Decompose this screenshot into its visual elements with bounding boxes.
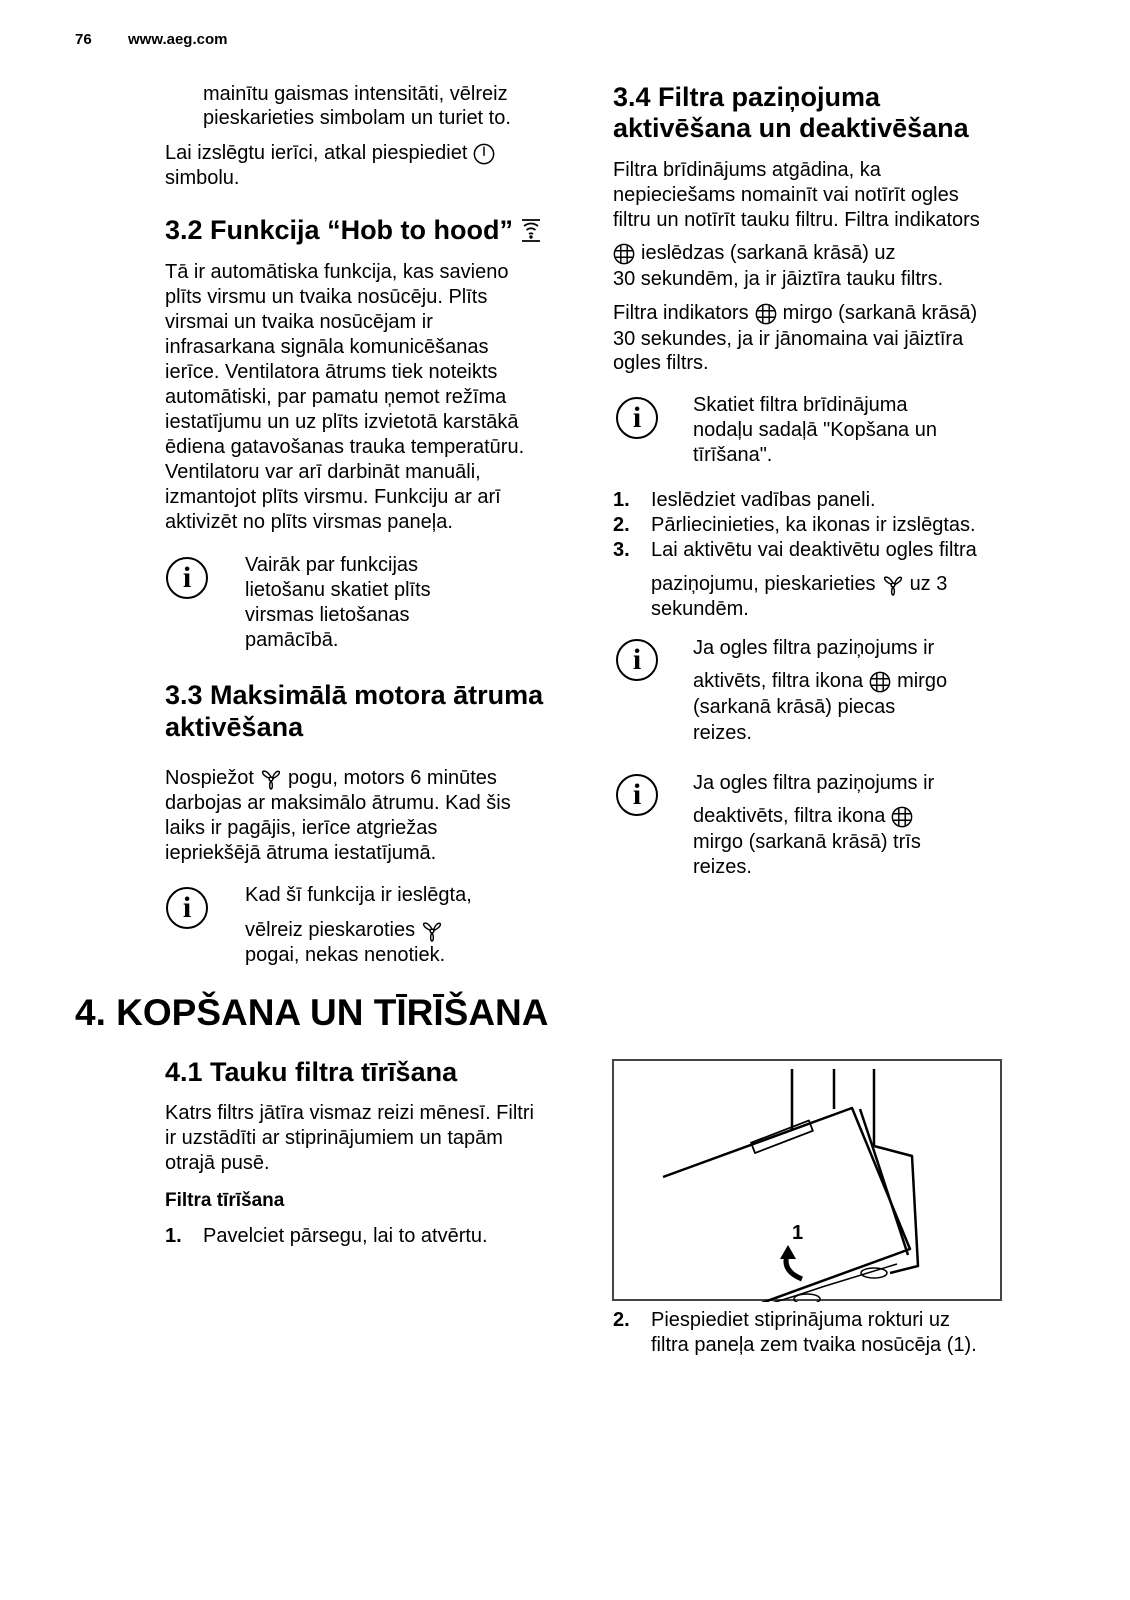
text: paziņojumu, pieskarieties [651,573,876,595]
text-line: darbojas ar maksimālo ātrumu. Kad šis [165,792,511,814]
text-line: mainītu gaismas intensitāti, vēlreiz [203,83,508,105]
step-number: 2. [613,1309,630,1331]
text-line: reizes. [693,722,752,744]
info-icon: i [166,557,208,599]
step-text: Lai aktivētu vai deaktivētu ogles filtra [651,539,977,561]
power-icon [473,143,495,165]
text-line: (sarkanā krāsā) piecas [693,696,896,718]
text-line: reizes. [693,856,752,878]
step-text: sekundēm. [651,598,749,620]
text-line: ierīce. Ventilatora ātrums tiek noteikts [165,361,498,383]
text: uz 3 [909,573,948,595]
fan-icon [421,920,443,942]
text-line [245,918,443,943]
text: deaktivēts, filtra ikona [693,805,886,827]
text-line: plīts virsmu un tvaika nosūcēju. Plīts [165,286,488,308]
text-line: pieskarieties simbolam un turiet to. [203,107,511,129]
figure-label: 1 [792,1222,804,1244]
text-line: automātiski, par pamatu ņemot režīma [165,386,507,408]
filter-grid-icon [613,243,635,265]
text-line: 30 sekundēm, ja ir jāiztīra tauku filtrs. [613,268,944,290]
text-line: pamācībā. [245,629,339,651]
text-line: aktivizēt no plīts virsmas paneļa. [165,511,453,533]
step-text [651,572,947,597]
text-line: iepriekšējā ātruma iestatījumā. [165,842,437,864]
text-line: mirgo (sarkanā krāsā) trīs [693,831,921,853]
text-line: virsmai un tvaika nosūcējam ir [165,311,433,333]
text: Lai izslēgtu ierīci, atkal piespiediet [165,142,468,164]
info-icon: i [616,774,658,816]
step-text: Ieslēdziet vadības paneli. [651,489,876,511]
text-line: Filtra brīdinājums atgādina, ka [613,159,881,181]
text-line: Ja ogles filtra paziņojums ir [693,637,935,659]
text-line: nepieciešams nomainīt vai notīrīt ogles [613,184,959,206]
step-text: Pārliecinieties, ka ikonas ir izslēgtas. [651,514,976,536]
text-line: iestatījumu un uz plīts izvietotā karstākā [165,411,519,433]
text-line: tīrīšana". [693,444,773,466]
text-line: lietošanu skatiet plīts [245,579,431,601]
info-icon: i [616,639,658,681]
info-icon: i [166,887,208,929]
hob-to-hood-icon [519,217,543,243]
text-line: filtru un notīrīt tauku filtru. Filtra indikators [613,209,980,231]
heading-text: 3.2 Funkcija “Hob to hood” [165,215,514,245]
section-heading-4-1: 4.1 Tauku filtra tīrīšana [165,1057,458,1087]
text: Nospiežot [165,767,254,789]
filter-grid-icon [755,303,777,325]
filter-grid-icon [891,806,913,828]
step-number: 2. [613,514,630,536]
chapter-heading: 4. KOPŠANA UN TĪRĪŠANA [75,992,549,1033]
fan-icon [882,574,904,596]
text-line [165,766,497,791]
section-heading-3-4-cont: aktivēšana un deaktivēšana [613,113,969,143]
text-line: Ventilatoru var arī darbināt manuāli, [165,461,481,483]
section-heading-3-3: 3.3 Maksimālā motora ātruma [165,680,544,710]
text-line [693,804,913,829]
text: pogu, motors 6 minūtes [287,767,497,789]
section-heading-3-2 [165,214,543,246]
section-heading-3-3-cont: aktivēšana [165,712,304,742]
text-line: Vairāk par funkcijas [245,554,419,576]
step-number: 1. [165,1225,182,1247]
step-text: filtra paneļa zem tvaika nosūcēja (1). [651,1334,977,1356]
text-line: laiks ir pagājis, ierīce atgriežas [165,817,438,839]
text-line: 30 sekundes, ja ir jānomaina vai jāiztīra [613,328,964,350]
text: Filtra indikators [613,302,749,324]
text-line: virsmas lietošanas [245,604,410,626]
site-url: www.aeg.com [128,31,228,48]
text-line: infrasarkana signāla komunicēšanas [165,336,489,358]
text: vēlreiz pieskaroties [245,919,416,941]
fan-icon [260,768,282,790]
page-number: 76 [75,31,92,48]
text-line [613,241,896,266]
text-line [165,141,495,166]
text-line: simbolu. [165,167,240,189]
subheading: Filtra tīrīšana [165,1190,285,1211]
text-line: Ja ogles filtra paziņojums ir [693,772,935,794]
step-text: Pavelciet pārsegu, lai to atvērtu. [203,1225,488,1247]
text-line: Katrs filtrs jātīra vismaz reizi mēnesī. Filtri [165,1102,534,1124]
text: ieslēdzas (sarkanā krāsā) uz [641,242,896,264]
text: mirgo [897,670,948,692]
hood-filter-illustration [612,1059,1003,1302]
step-number: 1. [613,489,630,511]
text-line: otrajā pusē. [165,1152,270,1174]
text-line [693,669,947,694]
text-line: Skatiet filtra brīdinājuma [693,394,908,416]
text-line: Tā ir automātiska funkcija, kas savieno [165,261,509,283]
text-line [613,301,977,326]
text-line: pogai, nekas nenotiek. [245,944,446,966]
step-text: Piespiediet stiprinājuma rokturi uz [651,1309,951,1331]
text-line: ir uzstādīti ar stiprinājumiem un tapām [165,1127,503,1149]
filter-grid-icon [869,671,891,693]
text-line: Kad šī funkcija ir ieslēgta, [245,884,472,906]
info-icon: i [616,397,658,439]
text-line: izmantojot plīts virsmu. Funkciju ar arī [165,486,501,508]
text: aktivēts, filtra ikona [693,670,864,692]
step-number: 3. [613,539,630,561]
section-heading-3-4: 3.4 Filtra paziņojuma [613,82,881,112]
text-line: ogles filtrs. [613,352,709,374]
text: mirgo (sarkanā krāsā) [782,302,978,324]
text-line: ēdiena gatavošanas trauka temperatūru. [165,436,525,458]
text-line: nodaļu sadaļā "Kopšana un [693,419,937,441]
